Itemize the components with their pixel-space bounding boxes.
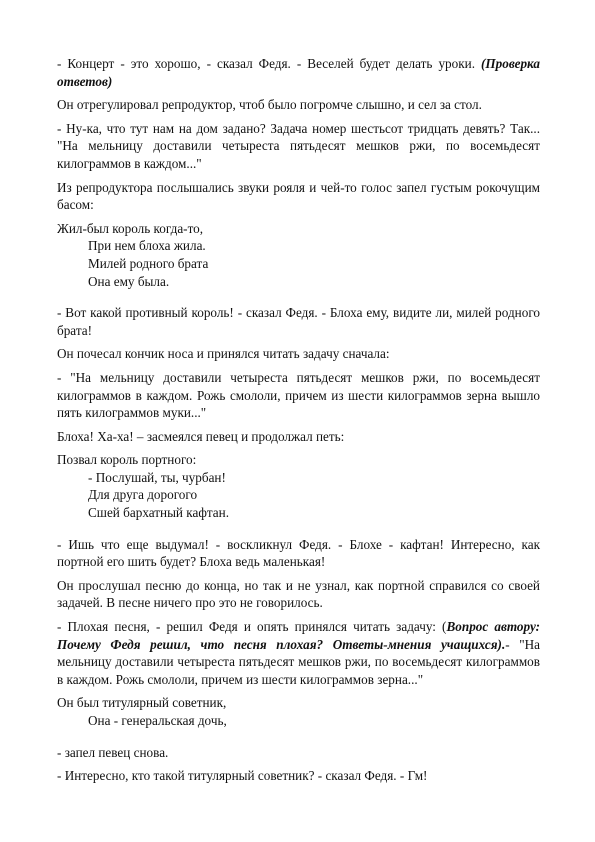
verse-line: При нем блоха жила. — [88, 238, 206, 254]
verse-line: Он был титулярный советник, — [57, 695, 227, 711]
verse-line: Она - генеральская дочь, — [88, 713, 227, 728]
verse-3 — [57, 694, 540, 729]
paragraph-11 — [57, 618, 540, 688]
paragraph-1 — [57, 55, 540, 90]
verse-line: Позвал король портного: — [57, 452, 197, 468]
author-question-note: Вопрос автору: Почему Федя решил, что песня плохая? Ответы-мнения учащихся). — [57, 619, 541, 652]
paragraph-9: - Ишь что еще выдумал! - воскликнул Федя. - Блохе - кафтан! Интересно, как портной его шить будет? Блоха ведь маленькая! — [57, 536, 540, 570]
verse-line: Жил-был король когда-то, — [57, 220, 204, 236]
paragraph-13: - Интересно, кто такой титулярный советник? - сказал Федя. - Гм! — [57, 768, 428, 784]
verse-line: - Послушай, ты, чурбан! — [88, 469, 226, 485]
verse-line: Милей родного брата — [88, 255, 209, 271]
answer-check-note: (Проверка ответов) — [57, 56, 540, 89]
verse-line: Для друга дорогого — [88, 487, 198, 503]
document-page — [57, 55, 540, 791]
paragraph-11-end: - "На мельницу доставили четыреста пятьдесят мешков ржи, по восемьдесят килограммов в каждом. Рожь смололи, причем из шести килограммов зерна..." — [57, 636, 540, 687]
paragraph-1-text: - Концерт - это хорошо, - сказал Федя. - Веселей будет делать уроки. — [57, 56, 482, 71]
paragraph-11-start: - Плохая песня, - решил Федя и опять принялся читать задачу: ( — [57, 619, 447, 635]
verse-1 — [57, 220, 540, 290]
paragraph-2: Он отрегулировал репродуктор, чтоб было погромче слышно, и сел за стол. — [57, 97, 482, 113]
verse-2 — [57, 451, 540, 521]
paragraph-12: - запел певец снова. — [57, 744, 169, 760]
paragraph-8: Блоха! Ха-ха! – засмеялся певец и продолжал петь: — [57, 428, 345, 444]
verse-line: Она ему была. — [88, 273, 170, 289]
verse-line: Сшей бархатный кафтан. — [88, 505, 230, 521]
paragraph-5: - Вот какой противный король! - сказал Федя. - Блоха ему, видите ли, милей родного брата! — [57, 305, 540, 338]
paragraph-3: - Ну-ка, что тут нам на дом задано? Задача номер шестьсот тридцать девять? Так... "На мельницу доставили четыреста пятьдесят мешков ржи, по восемьдесят килограммов в каждом..." — [57, 120, 540, 171]
paragraph-4: Из репродуктора послышались звуки рояля и чей-то голос запел густым рокочущим басом: — [57, 179, 540, 213]
paragraph-10: Он прослушал песню до конца, но так и не узнал, как портной справился со своей задачей. В песне ничего про это не говорилось. — [57, 577, 540, 611]
paragraph-6: Он почесал кончик носа и принялся читать задачу сначала: — [57, 346, 390, 362]
paragraph-7: - "На мельницу доставили четыреста пятьдесят мешков ржи, по восемьдесят килограммов в каждом. Рожь смололи, причем из шести килограммов зерна вышло пять килограммов муки..." — [57, 369, 540, 421]
